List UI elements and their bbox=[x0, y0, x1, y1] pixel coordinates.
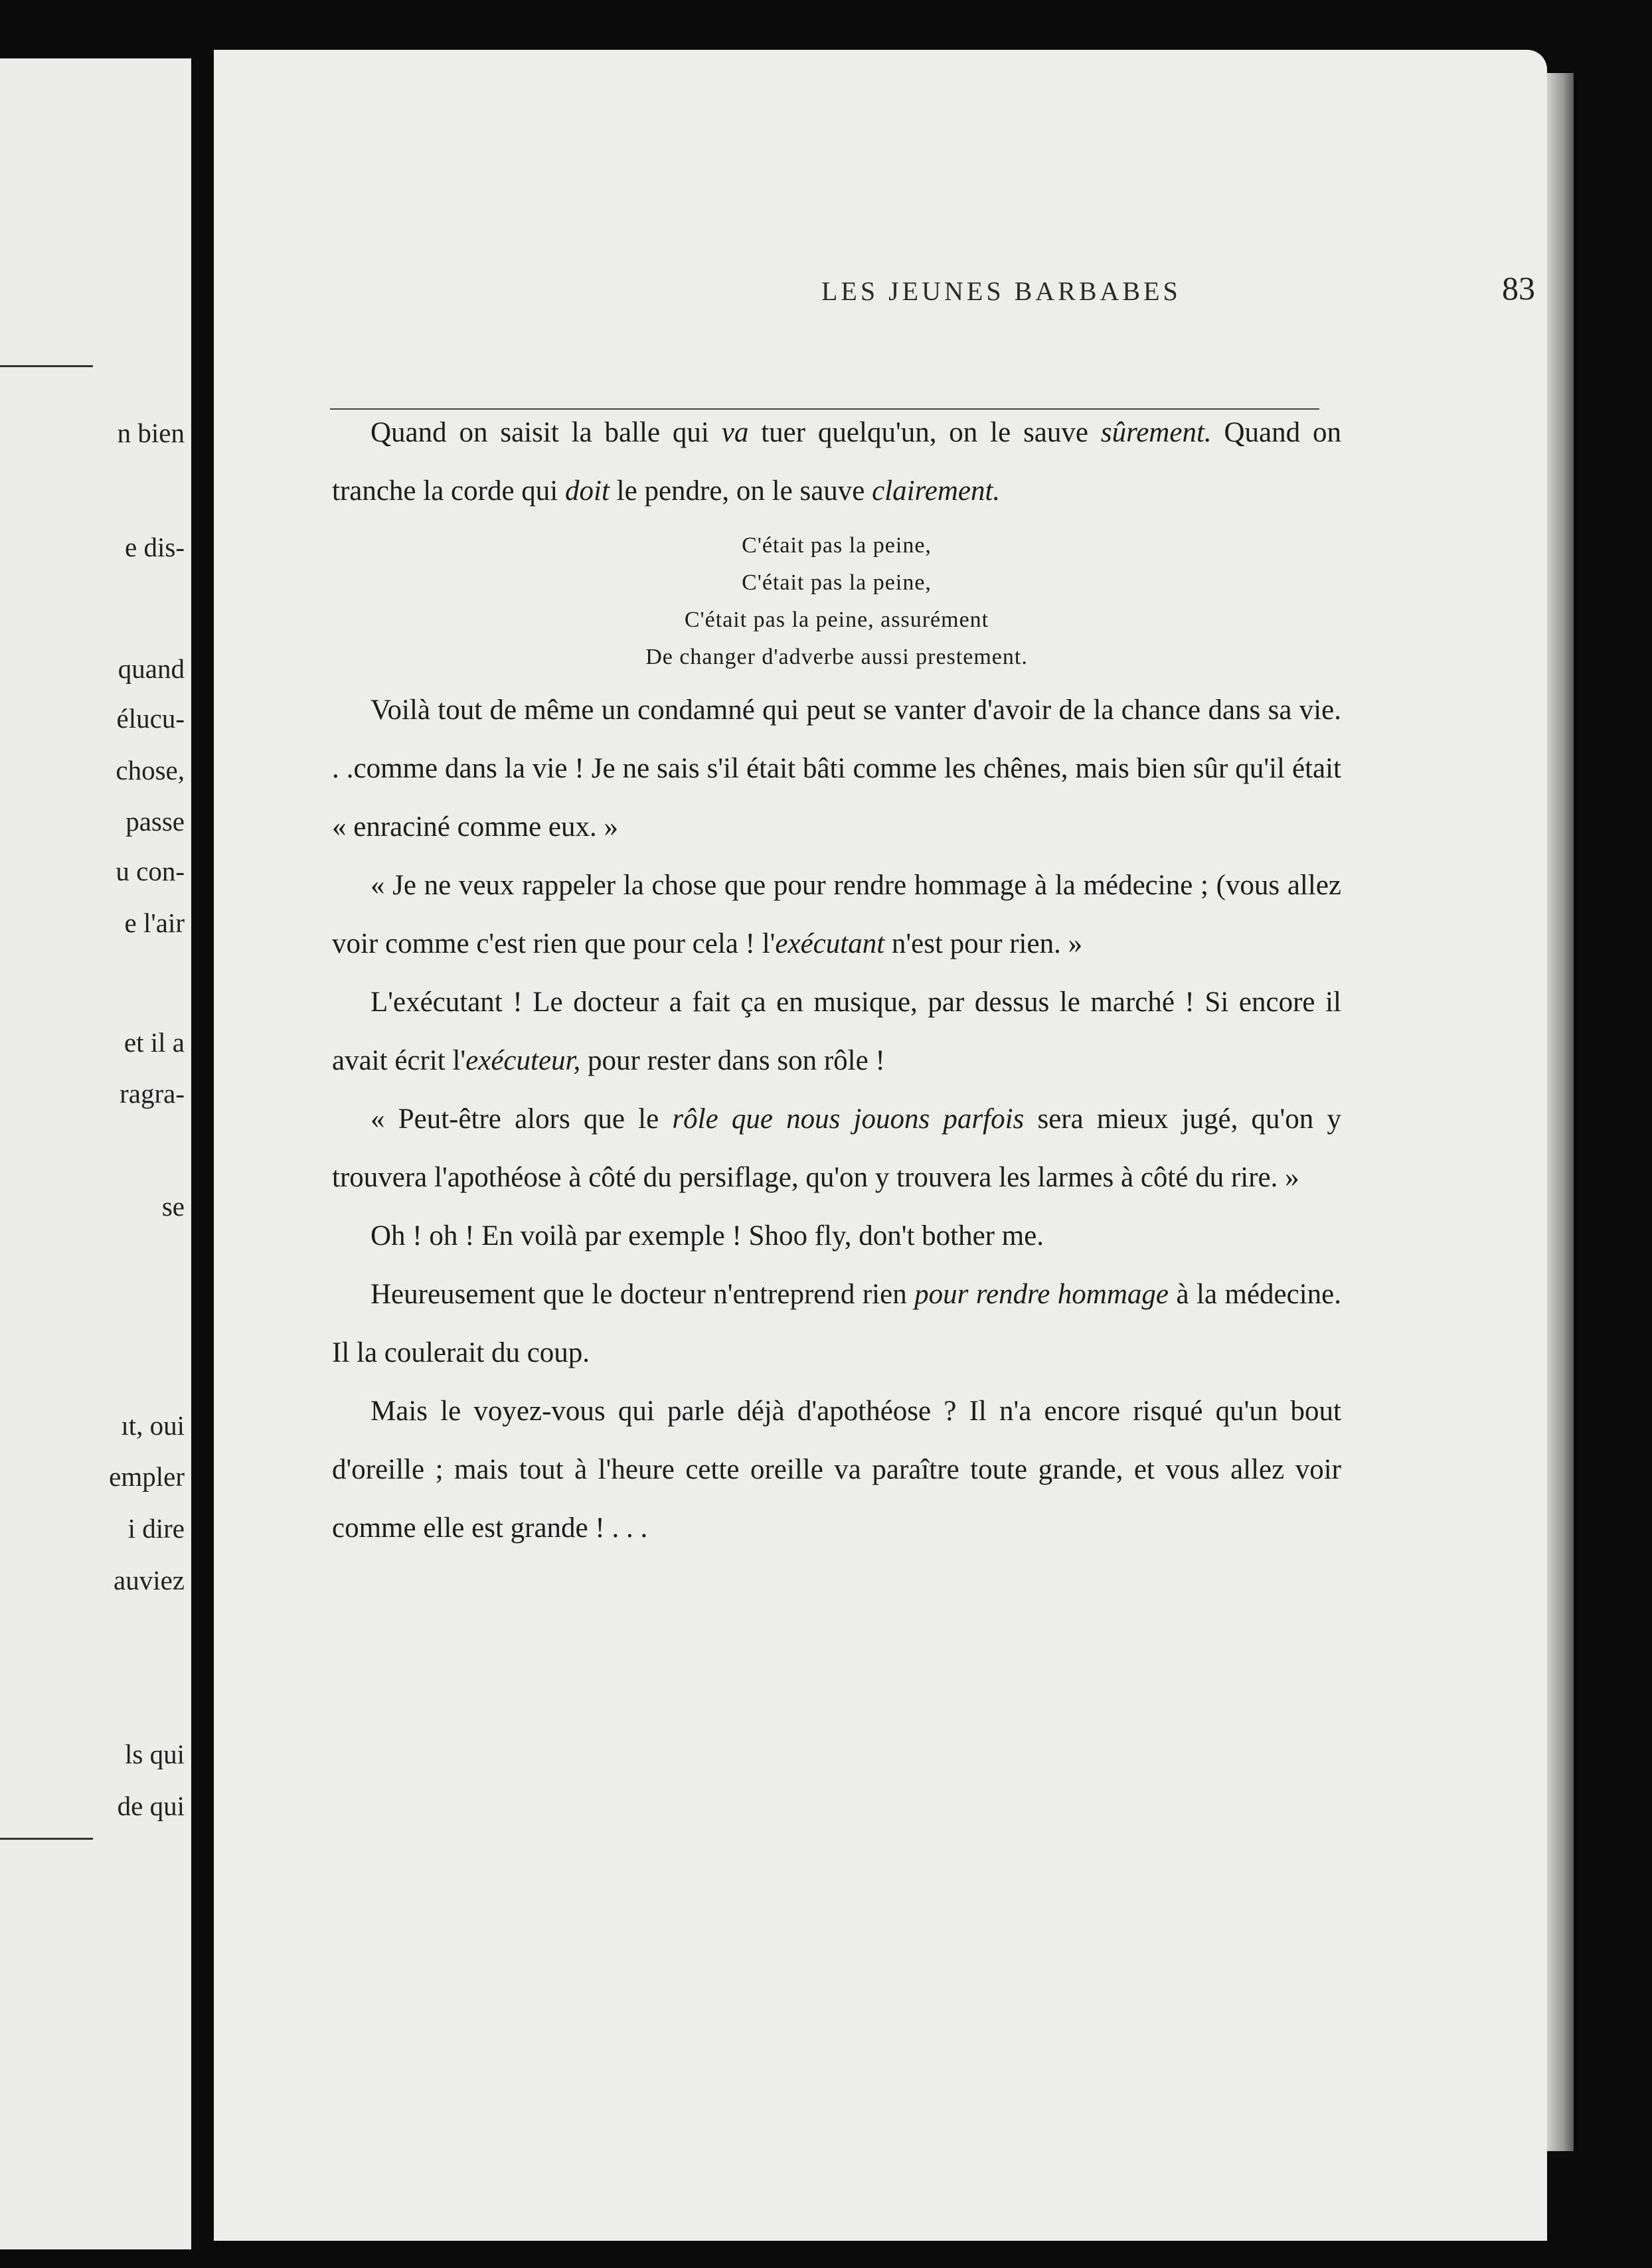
left-line-fragment: et il a bbox=[124, 1027, 185, 1058]
left-line-fragment: e l'air bbox=[124, 908, 185, 938]
left-line-fragment: quand bbox=[118, 653, 185, 684]
left-line-fragment: u con- bbox=[116, 856, 185, 886]
italic-run: exécutant bbox=[775, 928, 885, 959]
running-title: LES JEUNES BARBABES bbox=[821, 276, 1181, 306]
italic-run: doit bbox=[565, 475, 610, 507]
paragraph bbox=[332, 1265, 1341, 1382]
text-run: sera mieux jugé, qu'on y trouvera l'apothéose à côté du persiflage, qu'on y trouvera les larmes à côté du rire. » bbox=[332, 1103, 1342, 1193]
verse-line: C'était pas la peine, bbox=[742, 570, 932, 595]
text-run: « Je ne veux rappeler la chose que pour rendre hommage à la médecine ; (vous allez voir comme c'est rien que pour cela ! l' bbox=[332, 870, 1341, 959]
text-run: n'est pour rien. » bbox=[884, 928, 1083, 959]
page-number: 83 bbox=[1502, 270, 1535, 307]
left-line-fragment: n bien bbox=[117, 418, 185, 448]
paragraph bbox=[332, 856, 1341, 973]
paragraph: Mais le voyez-vous qui parle déjà d'apothéose ? Il n'a encore risqué qu'un bout d'oreille ; mais tout à l'heure cette oreille va paraître toute grande, et vous allez voir comme elle est grande ! . . . bbox=[332, 1396, 1341, 1544]
text-run: le pendre, on le sauve bbox=[609, 475, 872, 507]
left-line-fragment: ragra- bbox=[120, 1078, 185, 1109]
paragraph: Oh ! oh ! En voilà par exemple ! Shoo fly, don't bother me. bbox=[371, 1220, 1044, 1252]
left-line-fragment: ls qui bbox=[125, 1739, 185, 1769]
italic-run: va bbox=[721, 417, 749, 448]
page-body bbox=[332, 404, 1341, 1558]
previous-page-fragment bbox=[0, 58, 191, 2249]
text-run: pour rester dans son rôle ! bbox=[580, 1045, 885, 1076]
italic-run: sûrement. bbox=[1100, 417, 1212, 448]
book-gutter bbox=[193, 53, 215, 2251]
left-line-fragment: e dis- bbox=[125, 532, 185, 562]
verse-quote bbox=[332, 527, 1341, 676]
previous-page-rule bbox=[0, 365, 93, 367]
text-run: Quand on saisit la balle qui bbox=[371, 417, 722, 448]
left-line-fragment: passe bbox=[125, 806, 185, 837]
paragraph: Voilà tout de même un condamné qui peut se vanter d'avoir de la chance dans sa vie. . .comme dans la vie ! Je ne sais s'il était bâti comme les chênes, mais bien sûr qu'il était « enraciné comme eux. » bbox=[332, 694, 1341, 843]
previous-page-bottom-rule bbox=[0, 1838, 93, 1840]
text-run: Quand on tranche la corde qui bbox=[332, 417, 1342, 507]
left-line-fragment: se bbox=[161, 1191, 185, 1222]
left-line-fragment: empler bbox=[109, 1461, 185, 1492]
italic-run: pour rendre hommage bbox=[914, 1279, 1169, 1310]
text-run: à la médecine. Il la coulerait du coup. bbox=[332, 1279, 1342, 1368]
text-run: tuer quelqu'un, on le sauve bbox=[748, 417, 1101, 448]
verse-line: De changer d'adverbe aussi prestement. bbox=[645, 645, 1028, 669]
text-run: L'exécutant ! Le docteur a fait ça en musique, par dessus le marché ! Si encore il avait écrit l' bbox=[332, 987, 1341, 1076]
left-line-fragment: de qui bbox=[117, 1791, 185, 1821]
left-line-fragment: élucu- bbox=[116, 703, 185, 734]
left-line-fragment: chose, bbox=[116, 755, 185, 785]
page-header bbox=[330, 270, 1542, 322]
paragraph bbox=[332, 1090, 1341, 1207]
text-run: « Peut-être alors que le bbox=[371, 1103, 673, 1135]
left-line-fragment: auviez bbox=[114, 1565, 185, 1595]
italic-run: clairement. bbox=[872, 475, 1001, 507]
left-line-fragment: ıt, oui bbox=[121, 1410, 185, 1441]
page-edge bbox=[1547, 73, 1574, 2151]
verse-line: C'était pas la peine, assurément bbox=[684, 608, 989, 632]
paragraph bbox=[332, 404, 1341, 521]
italic-run: exécuteur, bbox=[465, 1045, 581, 1076]
verse-line: C'était pas la peine, bbox=[742, 533, 932, 558]
text-run: Heureusement que le docteur n'entreprend rien bbox=[371, 1279, 915, 1310]
paragraph bbox=[332, 973, 1341, 1090]
italic-run: rôle que nous jouons parfois bbox=[672, 1103, 1025, 1135]
left-line-fragment: i dire bbox=[127, 1513, 185, 1544]
